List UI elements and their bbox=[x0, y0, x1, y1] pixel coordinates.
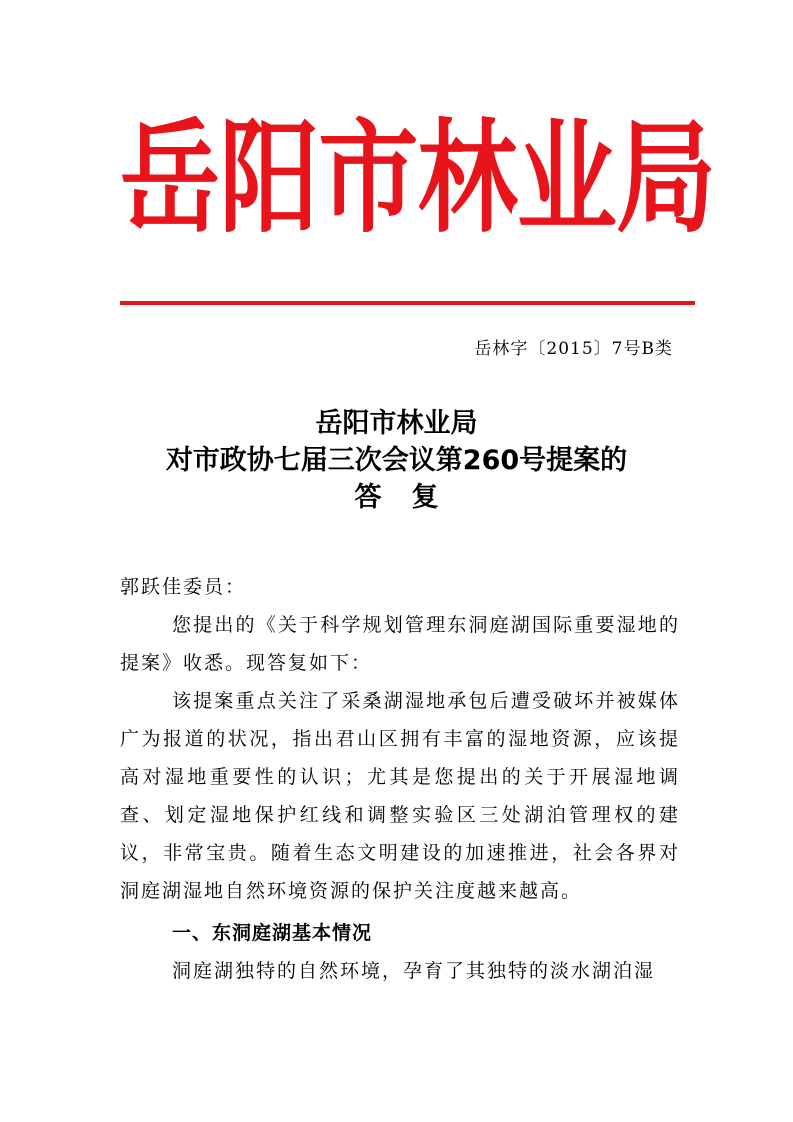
body-paragraph: 您提出的《关于科学规划管理东洞庭湖国际重要湿地的提案》收悉。现答复如下： bbox=[120, 614, 680, 674]
title-reply-text: 答复 bbox=[354, 482, 469, 513]
masthead-char: 岳 bbox=[120, 105, 220, 250]
title-line-reply bbox=[0, 479, 793, 516]
masthead-char: 业 bbox=[516, 105, 617, 250]
letter-body bbox=[120, 568, 680, 990]
section-paragraph: 洞庭湖独特的自然环境，孕育了其独特的淡水湖泊湿 bbox=[172, 960, 656, 982]
section-heading: 一、东洞庭湖基本情况 bbox=[172, 922, 373, 944]
title-line-subject: 对市政协七届三次会议第260号提案的 bbox=[165, 445, 628, 476]
salutation: 郭跃佳委员： bbox=[120, 576, 247, 598]
title-line-agency: 岳阳市林业局 bbox=[315, 408, 478, 439]
masthead-char: 局 bbox=[615, 105, 716, 250]
document-title bbox=[0, 405, 793, 516]
red-divider-line bbox=[120, 301, 695, 305]
masthead-char: 林 bbox=[417, 105, 518, 250]
masthead-char: 阳 bbox=[219, 105, 320, 250]
body-paragraph: 该提案重点关注了采桑湖湿地承包后遭受破坏并被媒体广为报道的状况，指出君山区拥有丰富的湿地资源，应该提高对湿地重要性的认识；尤其是您提出的关于开展湿地调查、划定湿地保护红线和调整实验区三处湖泊管理权的建议，非常宝贵。随着生态文明建设的加速推进，社会各界对洞庭湖湿地自然环境资源的保护关注度越来越高。 bbox=[120, 690, 680, 902]
document-number: 岳林字〔2015〕7号B类 bbox=[474, 339, 673, 359]
agency-masthead bbox=[120, 105, 716, 250]
masthead-char: 市 bbox=[318, 105, 419, 250]
